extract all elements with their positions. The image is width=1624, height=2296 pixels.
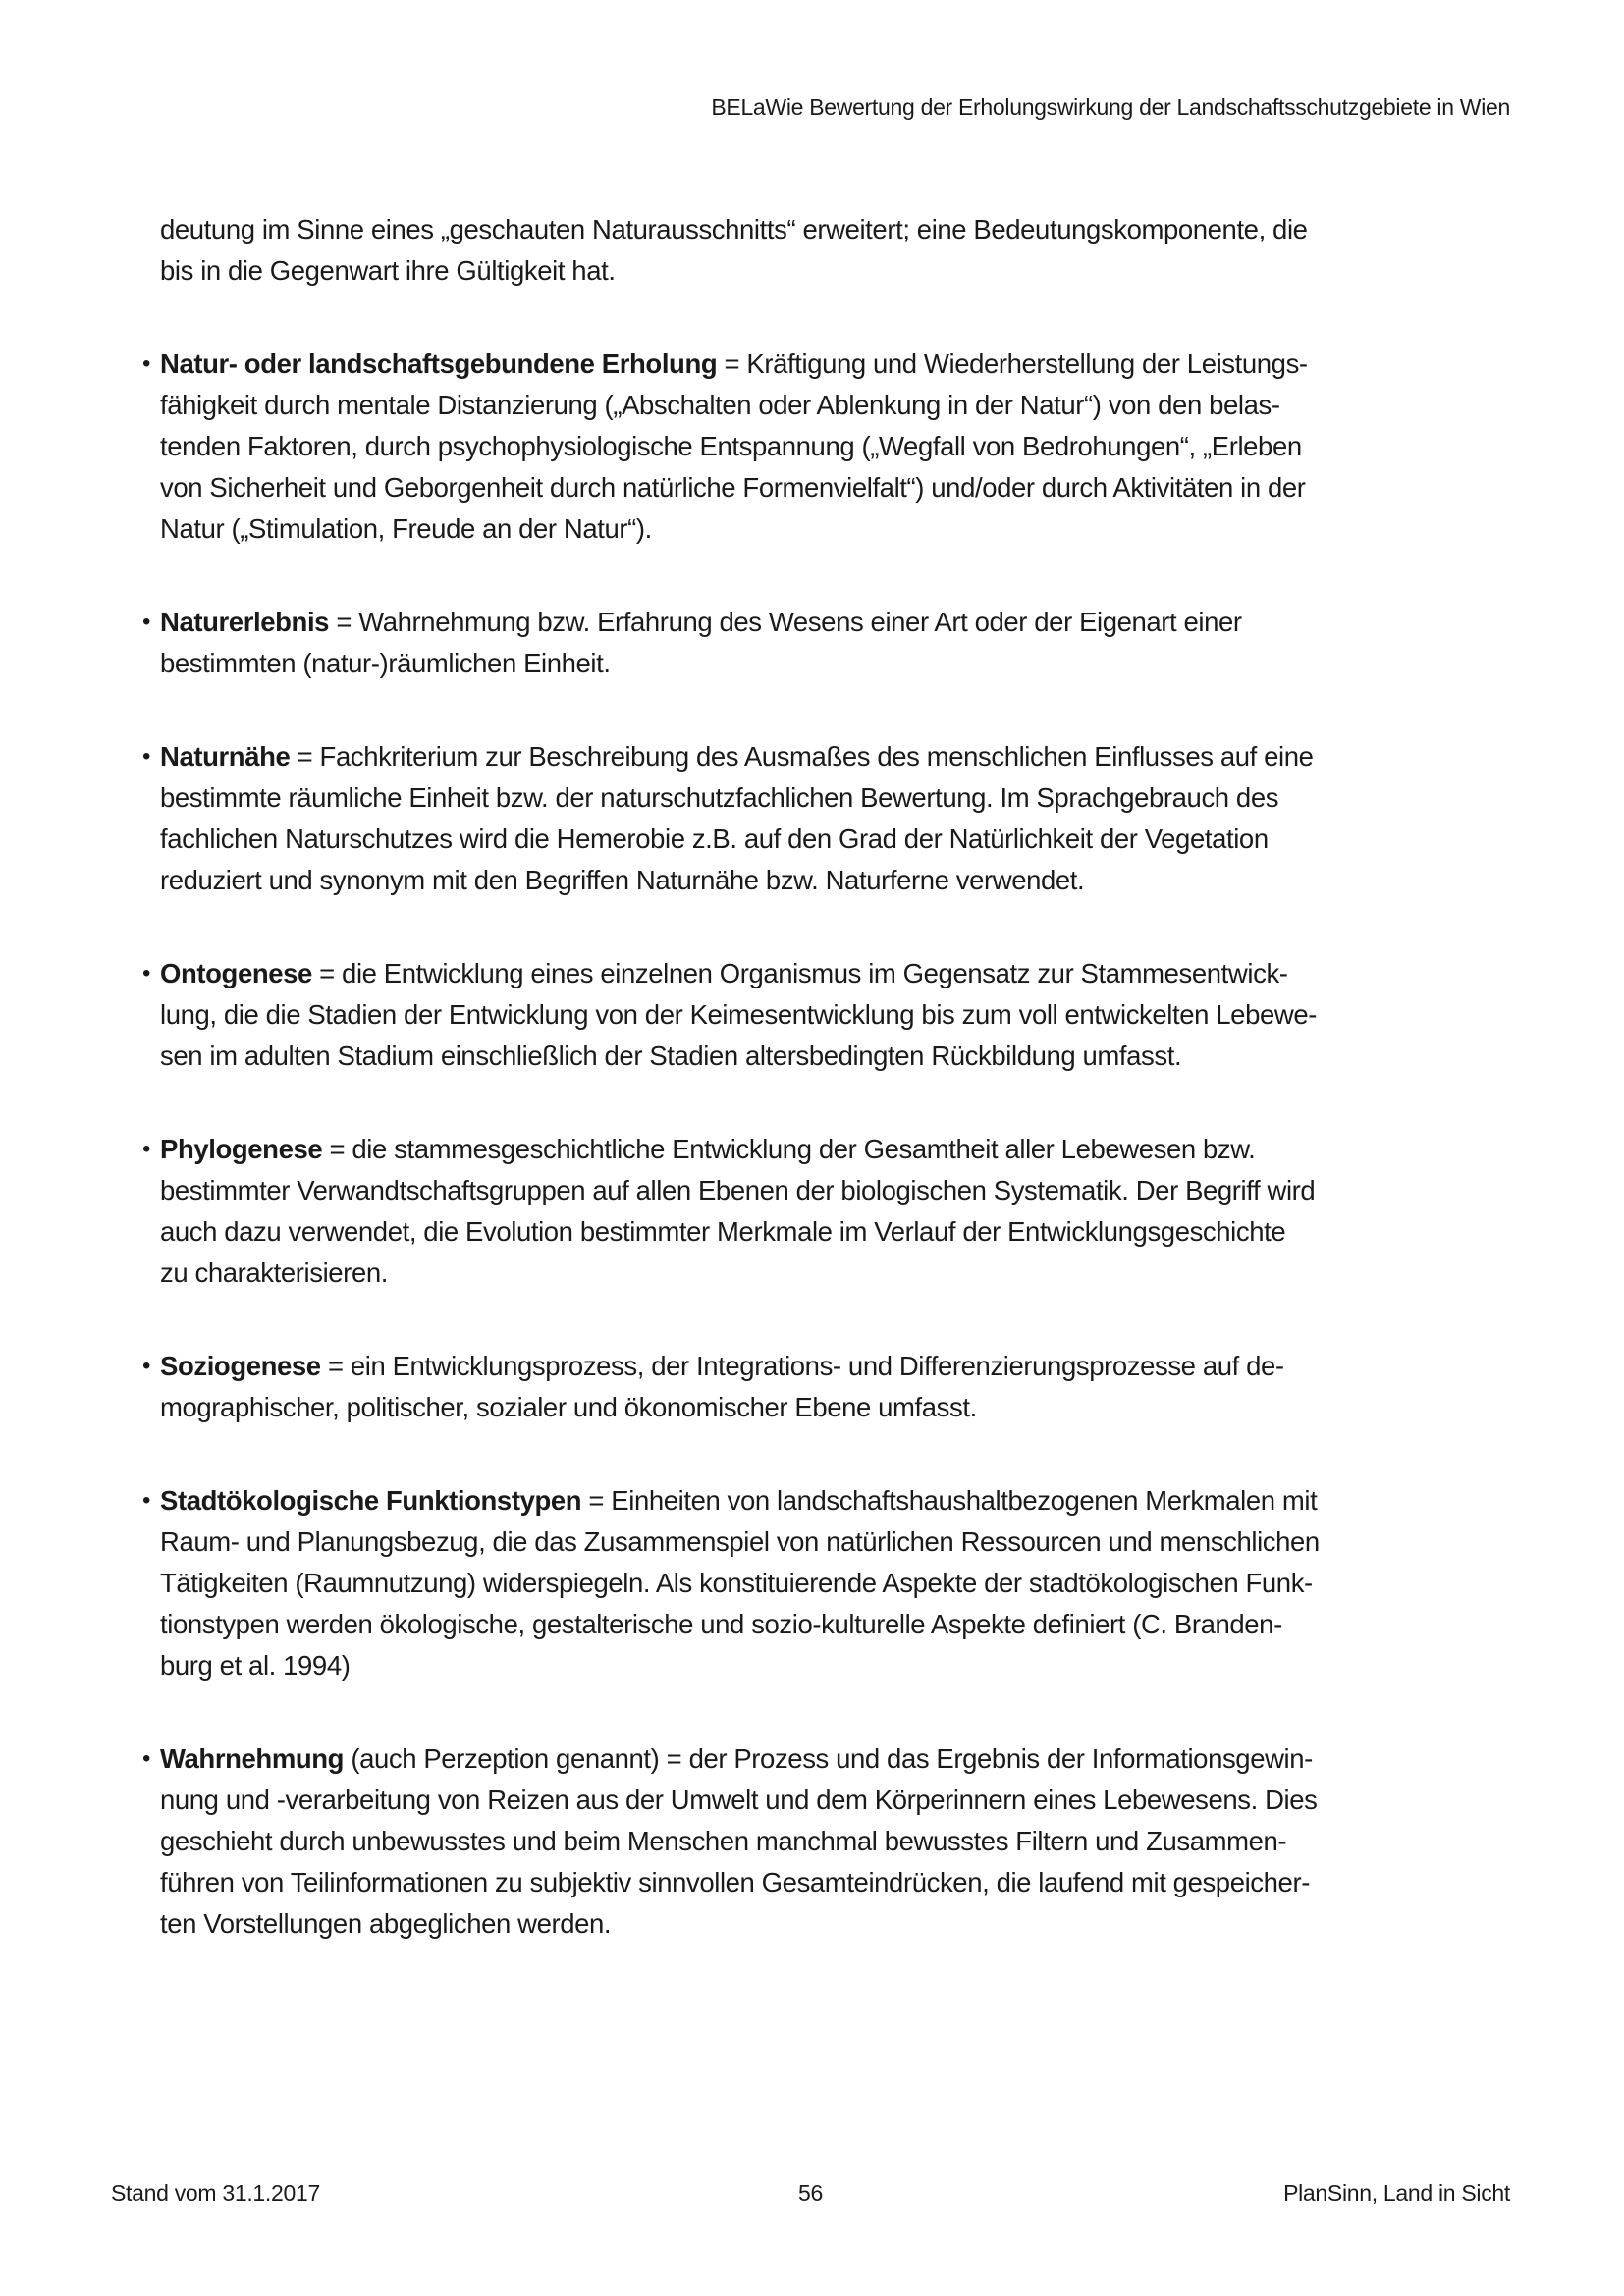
footer-date: Stand vom 31.1.2017 bbox=[111, 2180, 320, 2206]
glossary-term: Natur- oder landschaftsgebundene Erholung bbox=[160, 348, 718, 379]
bullet-icon: • bbox=[142, 1745, 151, 1772]
bullet-icon: • bbox=[142, 743, 151, 770]
header-title: BELaWie Bewertung der Erholungswirkung der Landschaftsschutzgebiete in Wien bbox=[711, 94, 1510, 120]
bullet-icon: • bbox=[142, 1353, 151, 1379]
glossary-item-text bbox=[160, 344, 1497, 550]
glossary-term: Stadtökologische Funktionstypen bbox=[160, 1485, 582, 1516]
footer-publisher: PlanSinn, Land in Sicht bbox=[1283, 2180, 1511, 2206]
glossary-definition-start: = Kräftigung und Wiederherstellung der Leistungs- bbox=[717, 348, 1308, 379]
glossary-term: Naturerlebnis bbox=[160, 607, 330, 637]
glossary-item-erholung bbox=[142, 344, 1497, 550]
glossary-definition-continuation: lung, die die Stadien der Entwicklung von der Keimesentwicklung bis zum voll entwickelten Lebewe- sen im adulten Stadium einschließlich der Stadien altersbedingten Rückbildung umfasst. bbox=[160, 999, 1317, 1071]
bullet-icon: • bbox=[142, 1487, 151, 1514]
glossary-item-funktionstypen bbox=[142, 1480, 1497, 1686]
glossary-item-phylogenese bbox=[142, 1129, 1497, 1294]
footer-page-number: 56 bbox=[798, 2180, 823, 2206]
glossary-definition-start: = die stammesgeschichtliche Entwicklung der Gesamtheit aller Lebewesen bzw. bbox=[322, 1134, 1256, 1164]
bullet-icon: • bbox=[142, 960, 151, 987]
glossary-definition-continuation: bestimmte räumliche Einheit bzw. der naturschutzfachlichen Bewertung. Im Sprachgebrauch des fachlichen Naturschutzes wird die Hemerobie z.B. auf den Grad der Natürlichkeit der Vegetation reduziert und synonym mit den Begriffen Naturnähe bzw. Naturferne verwendet. bbox=[160, 782, 1279, 895]
glossary-term: Wahrnehmung bbox=[160, 1743, 345, 1774]
glossary-definition-start: = die Entwicklung eines einzelnen Organismus im Gegensatz zur Stammesentwick- bbox=[311, 958, 1288, 988]
glossary-item-text bbox=[160, 1346, 1497, 1428]
glossary-content bbox=[142, 209, 1497, 1997]
glossary-term: Naturnähe bbox=[160, 741, 291, 772]
bullet-icon: • bbox=[142, 1136, 151, 1162]
glossary-definition-continuation: fähigkeit durch mentale Distanzierung („Abschalten oder Ablenkung in der Natur“) von den belas- tenden Faktoren, durch psychophysiologische Entspannung („Wegfall von Bedrohungen“, „Erleben von Sicherheit und Geborgenheit durch natürliche Formenvielfalt“) und/oder durch Aktivitäten in der Natur („Stimulation, Freude an der Natur“). bbox=[160, 390, 1306, 544]
glossary-term: Soziogenese bbox=[160, 1351, 321, 1381]
glossary-item-text bbox=[160, 602, 1497, 684]
glossary-definition-start: = Wahrnehmung bzw. Erfahrung des Wesens einer Art oder der Eigenart einer bbox=[329, 607, 1242, 637]
glossary-item-ontogenese bbox=[142, 953, 1497, 1077]
glossary-definition-continuation: bestimmten (natur-)räumlichen Einheit. bbox=[160, 648, 611, 678]
glossary-item-soziogenese bbox=[142, 1346, 1497, 1428]
glossary-definition-continuation: Raum- und Planungsbezug, die das Zusammenspiel von natürlichen Ressourcen und menschlichen Tätigkeiten (Raumnutzung) widerspiegeln. Als konstituierende Aspekte der stadtökologischen Funk- tionstypen werden ökologische, gestalterische und sozio-kulturelle Aspekte definiert (C. Branden- burg et al. 1994) bbox=[160, 1526, 1320, 1681]
glossary-item-naturnaehe bbox=[142, 736, 1497, 901]
glossary-definition-start: = ein Entwicklungsprozess, der Integrations- und Differenzierungsprozesse auf de- bbox=[320, 1351, 1284, 1381]
glossary-item-text bbox=[160, 953, 1497, 1077]
glossary-definition-continuation: bestimmter Verwandtschaftsgruppen auf allen Ebenen der biologischen Systematik. Der Begriff wird auch dazu verwendet, die Evolution bestimmter Merkmale im Verlauf der Entwicklungsgeschichte zu charakterisieren. bbox=[160, 1175, 1316, 1288]
bullet-icon: • bbox=[142, 350, 151, 377]
glossary-definition-start: = Fachkriterium zur Beschreibung des Ausmaßes des menschlichen Einflusses auf eine bbox=[290, 741, 1314, 772]
glossary-item-text bbox=[160, 1480, 1497, 1686]
glossary-definition-continuation: mographischer, politischer, sozialer und ökonomischer Ebene umfasst. bbox=[160, 1392, 977, 1422]
glossary-item-text bbox=[160, 1129, 1497, 1294]
glossary-definition-start: = Einheiten von landschaftshaushaltbezogenen Merkmalen mit bbox=[581, 1485, 1318, 1516]
glossary-item-naturerlebnis bbox=[142, 602, 1497, 684]
glossary-item-wahrnehmung bbox=[142, 1738, 1497, 1945]
glossary-definition-continuation: nung und -verarbeitung von Reizen aus der Umwelt und dem Körperinnern eines Lebewesens. Dies geschieht durch unbewusstes und beim Menschen manchmal bewusstes Filtern und Zusammen- führen von Teilinformationen zu subjektiv sinnvollen Gesamteindrücken, die laufend mit gespeicher- ten Vorstellungen abgeglichen werden. bbox=[160, 1785, 1318, 1939]
glossary-definition-start: (auch Perzeption genannt) = der Prozess und das Ergebnis der Informationsgewin- bbox=[344, 1743, 1313, 1774]
page-footer bbox=[111, 2179, 1510, 2207]
intro-paragraph: deutung im Sinne eines „geschauten Naturausschnitts“ erweitert; eine Bedeutungskomponente, die bis in die Gegenwart ihre Gültigkeit hat. bbox=[160, 214, 1308, 286]
page-header bbox=[111, 93, 1510, 121]
glossary-item-text bbox=[160, 736, 1497, 901]
glossary-term: Ontogenese bbox=[160, 958, 312, 988]
glossary-item-text bbox=[160, 1738, 1497, 1945]
bullet-icon: • bbox=[142, 609, 151, 635]
glossary-term: Phylogenese bbox=[160, 1134, 323, 1164]
